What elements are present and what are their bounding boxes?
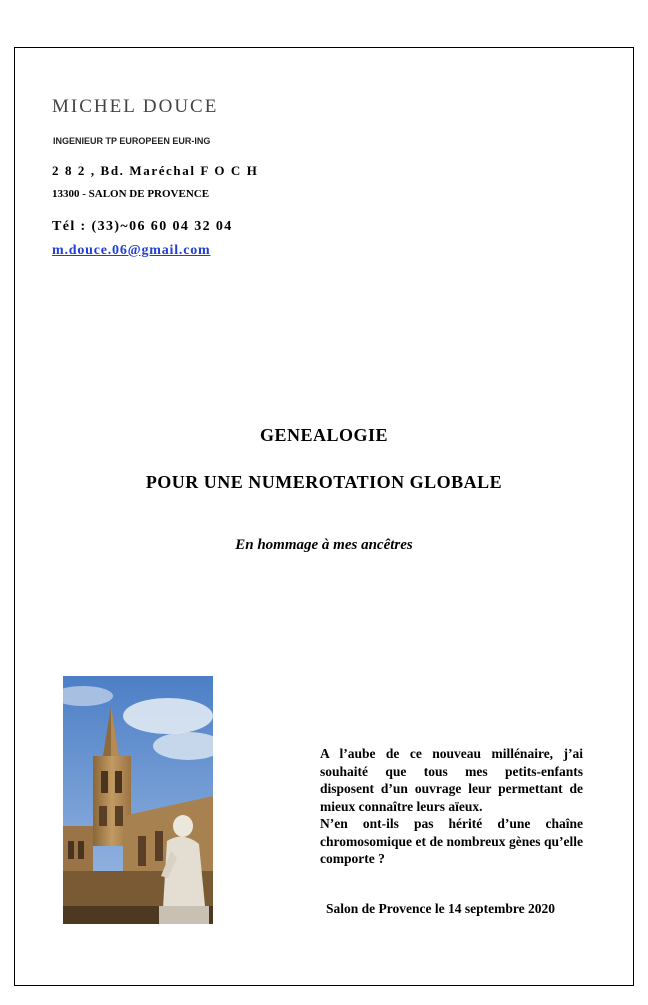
dedication: En hommage à mes ancêtres	[235, 537, 413, 553]
address-line-1: 2 8 2 , Bd. Maréchal F O C H	[52, 163, 259, 178]
address-line-2: 13300 - SALON DE PROVENCE	[52, 188, 210, 200]
document-title: GENEALOGIE	[259, 425, 389, 445]
church-photo	[63, 676, 213, 924]
intro-text	[320, 745, 583, 868]
intro-paragraph-2: N’en ont-ils pas hérité d’une chaîne chromosomique et de nombreux gènes qu’elle comporte ?	[320, 816, 583, 866]
signature-line: Salon de Provence le 14 septembre 2020	[326, 901, 555, 916]
intro-paragraph-1: A l’aube de ce nouveau millénaire, j’ai souhaité que tous mes petits-enfants disposent d’un ouvrage leur permettant de mieux connaître leurs aïeux.	[320, 746, 583, 814]
document-subtitle: POUR UNE NUMEROTATION GLOBALE	[145, 472, 503, 492]
phone-number: Tél : (33)~06 60 04 32 04	[52, 219, 233, 234]
church-tower-statue-photo-icon	[63, 676, 213, 924]
author-title: INGENIEUR TP EUROPEEN EUR-ING	[53, 136, 211, 146]
author-name: MICHEL DOUCE	[52, 96, 219, 117]
email-link[interactable]: m.douce.06@gmail.com	[52, 243, 211, 258]
